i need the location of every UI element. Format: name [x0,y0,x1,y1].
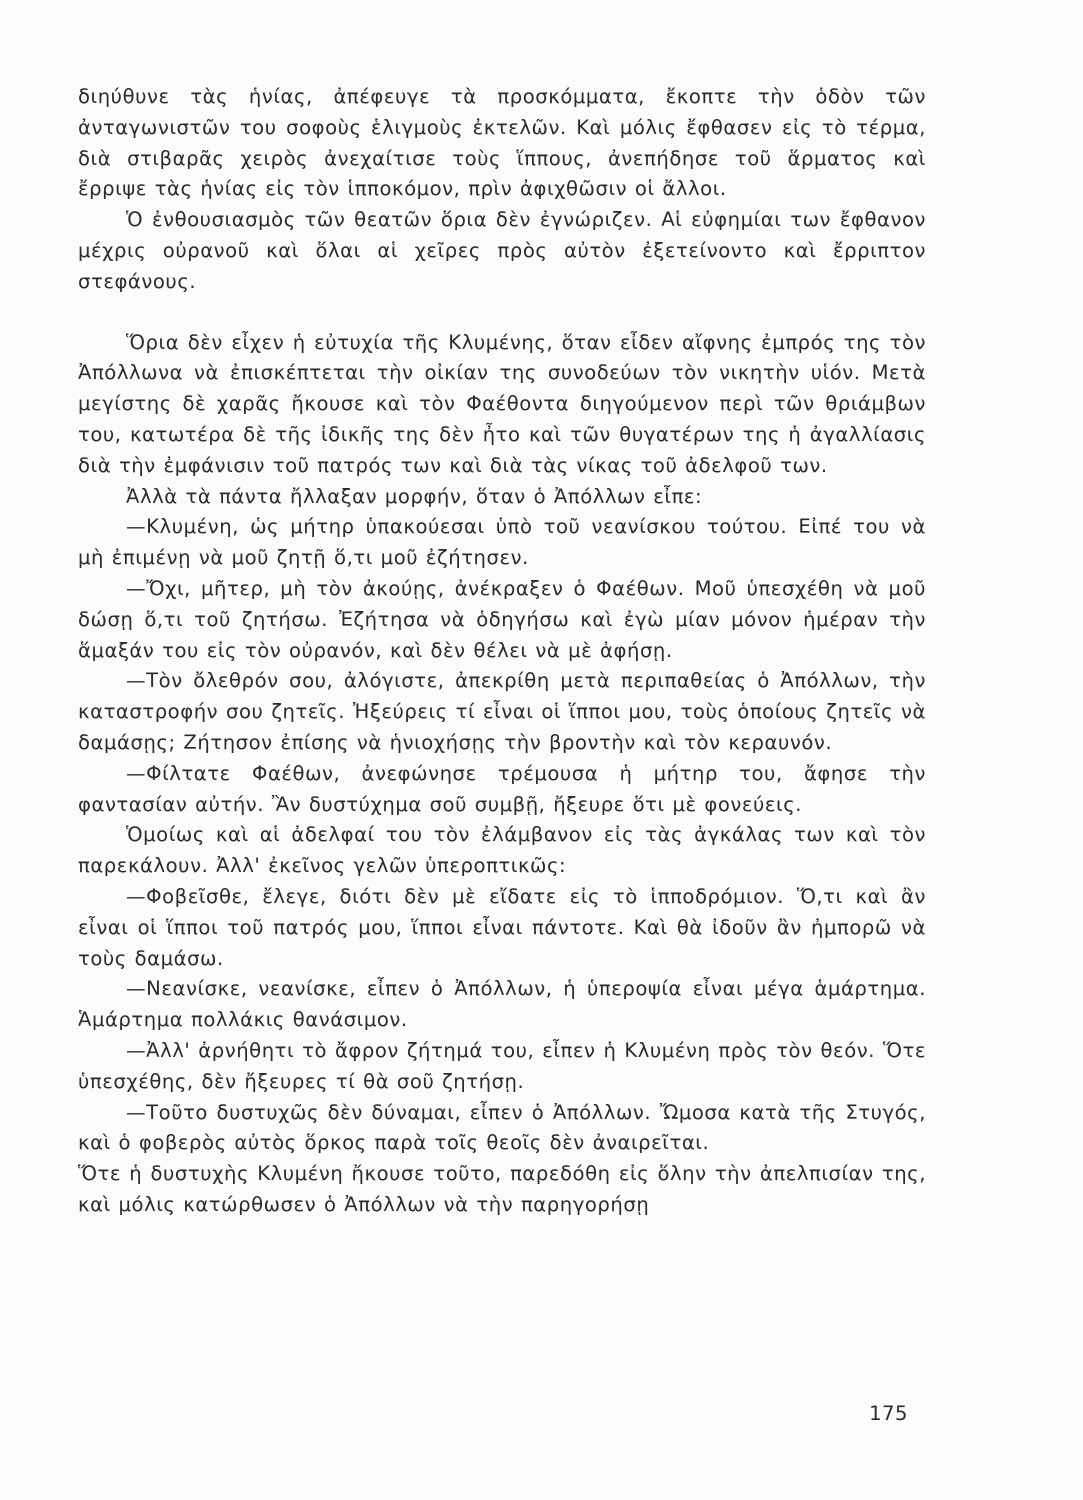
dialogue-apollo-4: —Τοῦτο δυστυχῶς δὲν δύναμαι, εἶπεν ὁ Ἀπόλλων. Ὤμοσα κατὰ τῆς Στυγός, καὶ ὁ φοβερὸς αὐτὸς ὅρκος παρὰ τοῖς θεοῖς δὲν ἀναιρεῖται. [78,1100,926,1155]
dialogue-phaethon-2: —Φοβεῖσθε, ἔλεγε, διότι δὲν μὲ εἴδατε εἰς τὸ ἱπποδρόμιον. Ὅ,τι καὶ ἂν εἶναι οἱ ἵπποι τοῦ πατρός μου, ἵπποι εἶναι πάντοτε. Καὶ θὰ ἰδοῦν ἂν ἠμπορῶ νὰ τοὺς δαμάσω. [78,884,926,970]
paragraph-klymene-joy: Ὅρια δὲν εἶχεν ἡ εὐτυχία τῆς Κλυμένης, ὅταν εἶδεν αἴφνης ἐμπρός της τὸν Ἀπόλλωνα νὰ ἐπισκέπτεται τὴν οἰκίαν της συνοδεύων τὸν νικητὴν υἱόν. Μετὰ μεγίστης δὲ χαρᾶς ἤκουσε καὶ τὸν Φαέθοντα διηγούμενον περὶ τῶν θριάμβων του, κατωτέρα δὲ τῆς ἰδικῆς της δὲν ἦτο καὶ τῶν θυγατέρων της ἡ ἀγαλλίασις διὰ τὴν ἐμφάνισιν τοῦ πατρός των καὶ διὰ τὰς νίκας τοῦ ἀδελφοῦ των. [78,330,926,477]
paragraph-despair: Ὅτε ἡ δυστυχὴς Κλυμένη ἤκουσε τοῦτο, παρεδόθη εἰς ὅλην τὴν ἀπελπισίαν της, καὶ μόλις κατώρθωσεν ὁ Ἀπόλλων νὰ τὴν παρηγορήσῃ [78,1162,926,1216]
page-number: 175 [869,1402,908,1425]
dialogue-apollo-3: —Νεανίσκε, νεανίσκε, εἶπεν ὁ Ἀπόλλων, ἡ ὑπεροψία εἶναι μέγα ἁμάρτημα. Ἁμάρτημα πολλάκις θανάσιμον. [78,977,926,1032]
paragraph-spectators: Ὁ ἐνθουσιασμὸς τῶν θεατῶν ὅρια δὲν ἐγνώριζεν. Αἱ εὐφημίαι των ἔφθανον μέχρις οὐρανοῦ καὶ ὅλαι αἱ χεῖρες πρὸς αὐτὸν ἐξετείνοντο καὶ ἔρριπτον στεφάνους. [78,208,926,293]
dialogue-apollo-1: —Κλυμένη, ὡς μήτηρ ὑπακούεσαι ὑπὸ τοῦ νεανίσκου τούτου. Εἰπέ του νὰ μὴ ἐπιμένῃ νὰ μοῦ ζητῇ ὅ,τι μοῦ ἐζήτησεν. [78,515,926,570]
body-text [78,82,926,1221]
dialogue-klymene-1: —Φίλτατε Φαέθων, ἀνεφώνησε τρέμουσα ἡ μήτηρ του, ἄφησε τὴν φαντασίαν αὐτήν. Ἂν δυστύχημα σοῦ συμβῇ, ἤξευρε ὅτι μὲ φονεύεις. [78,761,926,816]
paragraph-chariot-race: διηύθυνε τὰς ἡνίας, ἀπέφευγε τὰ προσκόμματα, ἔκοπτε τὴν ὁδὸν τῶν ἀνταγωνιστῶν του σοφοὺς ἑλιγμοὺς ἐκτελῶν. Καὶ μόλις ἔφθασεν εἰς τὸ τέρμα, διὰ στιβαρᾶς χειρὸς ἀνεχαίτισε τοὺς ἵππους, ἀνεπήδησε τοῦ ἅρματος καὶ ἔρριψε τὰς ἡνίας εἰς τὸν ἱπποκόμον, πρὶν ἀφιχθῶσιν οἱ ἄλλοι. [78,85,926,201]
paragraph-sisters: Ὁμοίως καὶ αἱ ἀδελφαί του τὸν ἐλάμβανον εἰς τὰς ἀγκάλας των καὶ τὸν παρεκάλουν. Ἀλλ' ἐκεῖνος γελῶν ὑπεροπτικῶς: [78,823,926,878]
dialogue-phaethon-1: —Ὄχι, μῆτερ, μὴ τὸν ἀκούῃς, ἀνέκραξεν ὁ Φαέθων. Μοῦ ὑπεσχέθη νὰ μοῦ δώσῃ ὅ,τι τοῦ ζητήσω. Ἐζήτησα νὰ ὁδηγήσω καὶ ἐγὼ μίαν μόνον ἡμέραν τὴν ἅμαξάν του εἰς τὸν οὐρανόν, καὶ δὲν θέλει νὰ μὲ ἀφήσῃ. [78,576,926,662]
dialogue-apollo-2: —Τὸν ὄλεθρόν σου, ἀλόγιστε, ἀπεκρίθη μετὰ περιπαθείας ὁ Ἀπόλλων, τὴν καταστροφήν σου ζητεῖς. Ἠξεύρεις τί εἶναι οἱ ἵπποι μου, τοὺς ὁποίους ζητεῖς νὰ δαμάσῃς; Ζήτησον ἐπίσης νὰ ἡνιοχήσῃς τὴν βροντὴν καὶ τὸν κεραυνόν. [78,669,926,754]
paragraph-apollo-speaks: Ἀλλὰ τὰ πάντα ἤλλαξαν μορφήν, ὅταν ὁ Ἀπόλλων εἶπε: [126,484,703,508]
dialogue-klymene-2: —Ἀλλ' ἀρνήθητι τὸ ἄφρον ζήτημά του, εἶπεν ἡ Κλυμένη πρὸς τὸν θεόν. Ὅτε ὑπεσχέθης, δὲν ἤξευρες τί θὰ σοῦ ζητήσῃ. [78,1038,926,1093]
